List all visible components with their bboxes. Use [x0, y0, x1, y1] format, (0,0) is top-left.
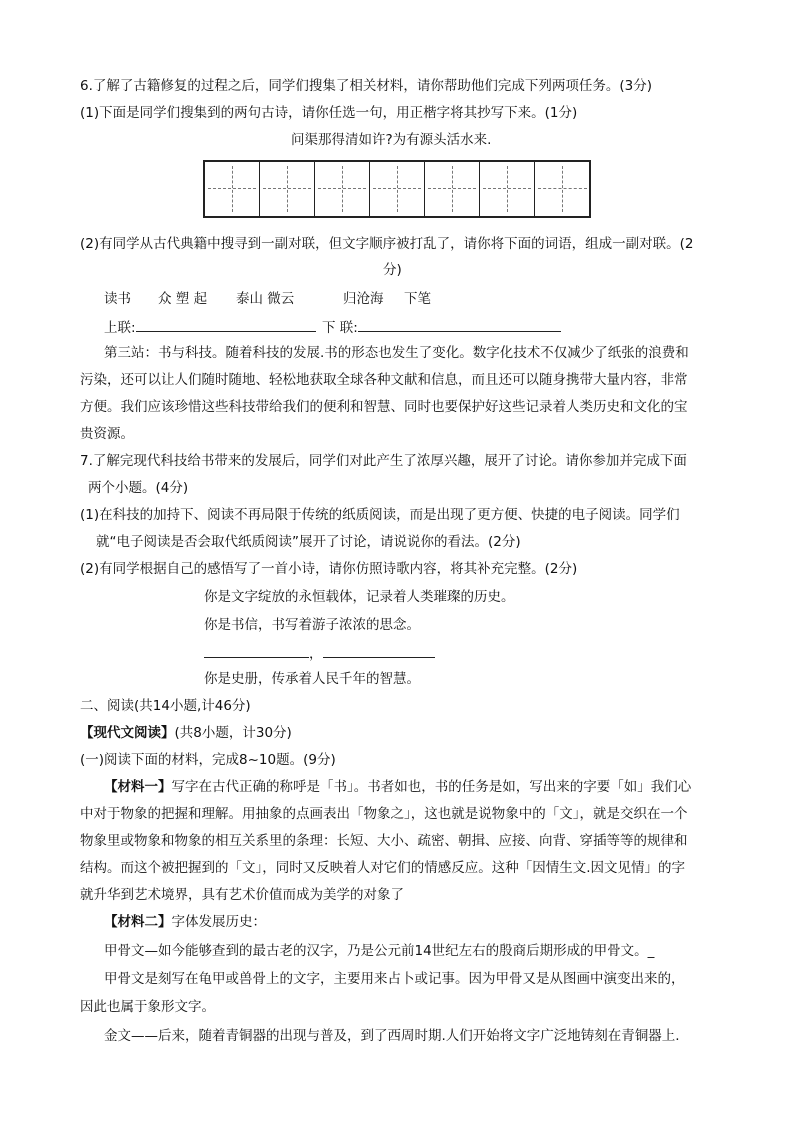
material1-line: 中对于物象的把握和理解。用抽象的点画表出「物象之」，这也就是说物象中的「文」，就是交织在一个: [80, 806, 688, 822]
grid-cell[interactable]: [480, 162, 535, 216]
material1-label: 【材料一】: [104, 779, 172, 795]
grid-cell[interactable]: [260, 162, 315, 216]
lower-label: 下 联:: [322, 320, 358, 336]
station3-line: 方便。我们应该珍惜这些科技带给我们的便利和智慧、同时也要保护好这些记录着人类历史和文化的宝: [80, 399, 688, 415]
material1-line: 物象里或物象和物象的相互关系里的条理：长短、大小、疏密、朝揖、应接、向背、穿插等等的规律和: [80, 833, 688, 849]
material2-heading: 【材料二】字体发展历史：: [104, 914, 266, 930]
q7-sub1-cont: 就“电子阅读是否会取代纸质阅读”展开了讨论，请说说你的看法。(2分): [96, 534, 521, 550]
q7-sub1: (1)在科技的加持下、阅读不再局限于传统的纸质阅读，而是出现了更方便、快捷的电子阅读。同学们: [80, 507, 680, 523]
grid-cell[interactable]: [425, 162, 480, 216]
poem-line: 你是书信，书写着游子浓浓的思念。: [204, 617, 420, 633]
material2-label: 【材料二】: [104, 914, 172, 930]
grid-cell[interactable]: [205, 162, 260, 216]
poem-blank-1[interactable]: [204, 643, 309, 658]
material1-line: 就升华到艺术境界，具有艺术价值而成为美学的对象了: [80, 887, 404, 903]
upper-blank[interactable]: [136, 317, 316, 332]
modern-reading-heading: [80, 724, 292, 742]
poem-line: 你是史册，传承着人民千年的智慧。: [204, 671, 420, 687]
part1-heading: (一)阅读下面的材料，完成8~10题。(9分): [80, 752, 336, 768]
q6-title: 6.了解了古籍修复的过程之后，同学们搜集了相关材料，请你帮助他们完成下列两项任务。(3分): [80, 78, 653, 94]
word-5: 下笔: [404, 291, 431, 307]
grid-cell[interactable]: [535, 162, 590, 216]
q6-sub2: (2)有同学从古代典籍中搜寻到一副对联，但文字顺序被打乱了，请你将下面的词语，组成一副对联。(2: [80, 236, 694, 252]
word-4: 归沧海: [343, 291, 384, 307]
material2-line: 甲骨文—如今能够查到的最古老的汉字，乃是公元前14世纪左右的殷商后期形成的甲骨文。_: [104, 943, 655, 959]
station3-line: 第三站：书与科技。随着科技的发展.书的形态也发生了变化。数字化技术不仅减少了纸张的浪费和: [104, 345, 689, 361]
poem-line: 你是文字绽放的永恒载体，记录着人类璀璨的历史。: [204, 589, 515, 605]
poem-blank-2[interactable]: [323, 643, 435, 658]
couplet-lower: [322, 317, 561, 337]
word-1: 读书: [104, 291, 131, 307]
couplet-upper: [104, 317, 316, 337]
lower-blank[interactable]: [358, 317, 561, 332]
word-3: 泰山 微云: [236, 291, 295, 307]
material1-line: 【材料一】写字在古代正确的称呼是「书」。书者如也，书的任务是如，写出来的字要「如」我们心: [104, 779, 692, 795]
section-title: 二、阅读(共14小题,计46分): [80, 698, 251, 714]
material2-line: 因此也属于象形文字。: [80, 999, 215, 1015]
station3-line: 贵资源。: [80, 426, 134, 442]
q7-title: 7.了解完现代科技给书带来的发展后，同学们对此产生了浓厚兴趣，展开了讨论。请你参加并完成下面: [80, 453, 687, 469]
q6-sub1: (1)下面是同学们搜集到的两句古诗，请你任选一句，用正楷字将其抄写下来。(1分): [80, 105, 578, 121]
q7-sub2: (2)有同学根据自己的感悟写了一首小诗，请你仿照诗歌内容，将其补充完整。(2分): [80, 561, 578, 577]
poem-blank-line: [204, 643, 435, 663]
q7-title-cont: 两个小题。(4分): [88, 480, 189, 496]
modern-label: 【现代文阅读】: [80, 725, 175, 741]
q6-poem: 问渠那得清如许?为有源头活水来.: [291, 132, 492, 148]
modern-rest: (共8小题，计30分): [174, 725, 292, 741]
material2-line: 甲骨文是刻写在龟甲或兽骨上的文字，主要用来占卜或记事。因为甲骨又是从图画中演变出来的，: [104, 971, 685, 987]
material1-line: 结构。而这个被把握到的「文」，同时又反映着人对它们的情感反应。这种「因情生文.因文见情」的字: [80, 860, 686, 876]
material2-line: 金文——后来，随着青铜器的出现与普及，到了西周时期.人们开始将文字广泛地铸刻在青铜器上.: [104, 1028, 680, 1044]
q6-sub2-cont: 分): [383, 262, 402, 278]
grid-cell[interactable]: [370, 162, 425, 216]
poem-comma: ，: [309, 646, 323, 662]
writing-grid[interactable]: [203, 160, 591, 218]
upper-label: 上联:: [104, 320, 136, 336]
grid-cell[interactable]: [315, 162, 370, 216]
word-2: 众 塑 起: [158, 291, 208, 307]
station3-line: 污染，还可以让人们随时随地、轻松地获取全球各种文献和信息，而且还可以随身携带大量内容，非常: [80, 372, 688, 388]
